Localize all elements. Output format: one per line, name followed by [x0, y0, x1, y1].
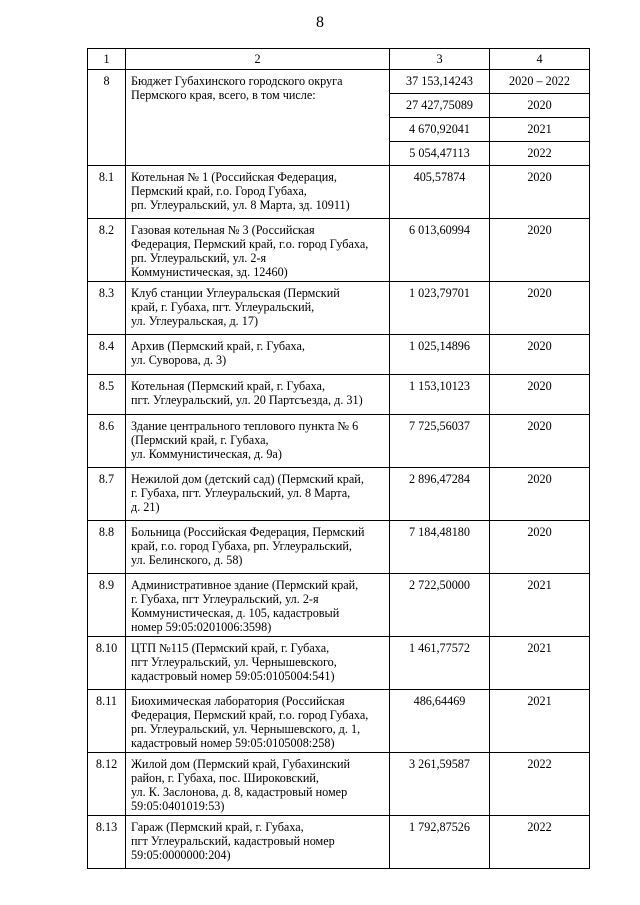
- description-line: Клуб станции Углеуральская (Пермский: [131, 286, 340, 300]
- row-amount: 1 461,77572: [390, 637, 490, 690]
- description-line: ЦТП №115 (Пермский край, г. Губаха,: [131, 641, 330, 655]
- row-year: 2020: [490, 335, 590, 375]
- page-number: 8: [316, 14, 324, 31]
- table-row: [88, 690, 590, 753]
- row-year: 2020: [490, 415, 590, 468]
- description-line: ул. Суворова, д. 3): [131, 353, 227, 367]
- description-line: кадастровый номер 59:05:0105004:541): [131, 669, 335, 683]
- description-line: номер 59:05:0201006:3598): [131, 620, 272, 634]
- description-line: 59:05:0401019:53): [131, 799, 225, 813]
- row-amount: 1 025,14896: [390, 335, 490, 375]
- year-range: 2020 – 2022: [509, 74, 570, 88]
- description-line: д. 21): [131, 500, 160, 514]
- row-years: [490, 70, 590, 166]
- row-amount: 2 722,50000: [390, 574, 490, 637]
- row-year: 2020: [490, 521, 590, 574]
- row-amount: 3 261,59587: [390, 753, 490, 816]
- description-line: Бюджет Губахинского городского округа: [131, 74, 343, 88]
- description-line: ул. К. Заслонова, д. 8, кадастровый номер: [131, 785, 348, 799]
- header-col-3: 3: [390, 49, 490, 70]
- table-row: [88, 335, 590, 375]
- table-row: [88, 521, 590, 574]
- year-2020: 2020: [490, 93, 589, 117]
- row-number: 8.8: [88, 521, 126, 574]
- row-amount: 7 725,56037: [390, 415, 490, 468]
- table-row: [88, 219, 590, 282]
- description-line: ул. Коммунистическая, д. 9а): [131, 447, 282, 461]
- row-year: 2021: [490, 637, 590, 690]
- year-2022: 2022: [490, 141, 589, 165]
- row-year: 2021: [490, 690, 590, 753]
- description-line: Пермского края, всего, в том числе:: [131, 88, 316, 102]
- row-year: 2020: [490, 219, 590, 282]
- description-line: Федерация, Пермский край, г.о. город Губаха,: [131, 708, 369, 722]
- header-col-2: 2: [126, 49, 390, 70]
- description-line: Здание центрального теплового пункта № 6: [131, 419, 359, 433]
- description-line: Биохимическая лаборатория (Российская: [131, 694, 345, 708]
- description-line: рп. Углеуральский, ул. Чернышевского, д. 1,: [131, 722, 361, 736]
- table-row: [88, 415, 590, 468]
- row-amount: 1 023,79701: [390, 282, 490, 335]
- description-line: Пермский край, г.о. Город Губаха,: [131, 184, 307, 198]
- amount-total: 37 153,14243: [405, 74, 474, 88]
- year-2021: 2021: [490, 117, 589, 141]
- row-description: [126, 521, 390, 574]
- row-description: [126, 753, 390, 816]
- description-line: Коммунистическая, д. 105, кадастровый: [131, 606, 340, 620]
- row-number: 8.11: [88, 690, 126, 753]
- description-line: Нежилой дом (детский сад) (Пермский край,: [131, 472, 364, 486]
- row-description: [126, 637, 390, 690]
- description-line: край, г. Губаха, пгт. Углеуральский,: [131, 300, 315, 314]
- row-description: [126, 574, 390, 637]
- description-line: Гараж (Пермский край, г. Губаха,: [131, 820, 304, 834]
- table-row: [88, 574, 590, 637]
- row-number: 8.2: [88, 219, 126, 282]
- row-number: 8.7: [88, 468, 126, 521]
- table-row: [88, 816, 590, 869]
- row-year: 2020: [490, 468, 590, 521]
- description-line: Больница (Российская Федерация, Пермский: [131, 525, 365, 539]
- description-line: 59:05:0000000:204): [131, 848, 231, 862]
- row-number: 8.4: [88, 335, 126, 375]
- description-line: г. Губаха, пгт. Углеуральский, ул. 8 Марта,: [131, 486, 351, 500]
- description-line: пгт Углеуральский, кадастровый номер: [131, 834, 335, 848]
- row-amounts: [390, 70, 490, 166]
- description-line: Архив (Пермский край, г. Губаха,: [131, 339, 305, 353]
- row-description: [126, 375, 390, 415]
- description-line: пгт. Углеуральский, ул. 20 Партсъезда, д. 31): [131, 393, 363, 407]
- row-amount: 1 792,87526: [390, 816, 490, 869]
- row-number: 8.9: [88, 574, 126, 637]
- row-description: [126, 468, 390, 521]
- description-line: Котельная (Пермский край, г. Губаха,: [131, 379, 325, 393]
- row-number: 8.1: [88, 166, 126, 219]
- table-row: [88, 637, 590, 690]
- header-row: [88, 49, 590, 70]
- description-line: Коммунистическая, зд. 12460): [131, 265, 288, 279]
- description-line: край, г.о. город Губаха, рп. Углеуральский,: [131, 539, 352, 553]
- row-amount: 7 184,48180: [390, 521, 490, 574]
- row-description: [126, 415, 390, 468]
- row-number: 8.6: [88, 415, 126, 468]
- description-line: ул. Белинского, д. 58): [131, 553, 243, 567]
- description-line: ул. Углеуральская, д. 17): [131, 314, 258, 328]
- description-line: Газовая котельная № 3 (Российская: [131, 223, 315, 237]
- row-description: [126, 335, 390, 375]
- row-amount: 6 013,60994: [390, 219, 490, 282]
- description-line: (Пермский край, г. Губаха,: [131, 433, 269, 447]
- row-year: 2020: [490, 166, 590, 219]
- budget-total-row: [88, 70, 590, 166]
- description-line: г. Губаха, пгт Углеуральский, ул. 2-я: [131, 592, 319, 606]
- description-line: Котельная № 1 (Российская Федерация,: [131, 170, 337, 184]
- table-row: [88, 468, 590, 521]
- header-col-4: 4: [490, 49, 590, 70]
- row-number: 8.12: [88, 753, 126, 816]
- row-amount: 2 896,47284: [390, 468, 490, 521]
- description-line: рп. Углеуральский, ул. 2-я: [131, 251, 267, 265]
- description-line: Административное здание (Пермский край,: [131, 578, 359, 592]
- description-line: район, г. Губаха, пос. Широковский,: [131, 771, 319, 785]
- row-number: 8.5: [88, 375, 126, 415]
- description-line: Федерация, Пермский край, г.о. город Губаха,: [131, 237, 369, 251]
- row-number: 8: [88, 70, 126, 166]
- description-line: рп. Углеуральский, ул. 8 Марта, зд. 10911): [131, 198, 350, 212]
- row-amount: 486,64469: [390, 690, 490, 753]
- header-col-1: 1: [88, 49, 126, 70]
- row-amount: 405,57874: [390, 166, 490, 219]
- row-description: [126, 166, 390, 219]
- table-row: [88, 753, 590, 816]
- description-line: пгт Углеуральский, ул. Чернышевского,: [131, 655, 337, 669]
- row-year: 2020: [490, 375, 590, 415]
- row-year: 2022: [490, 816, 590, 869]
- row-description: [126, 282, 390, 335]
- row-year: 2022: [490, 753, 590, 816]
- budget-table: [87, 48, 590, 869]
- description-line: Жилой дом (Пермский край, Губахинский: [131, 757, 350, 771]
- row-number: 8.13: [88, 816, 126, 869]
- row-description: [126, 690, 390, 753]
- row-year: 2020: [490, 282, 590, 335]
- row-number: 8.3: [88, 282, 126, 335]
- row-description: [126, 219, 390, 282]
- row-description: [126, 70, 390, 166]
- row-description: [126, 816, 390, 869]
- row-number: 8.10: [88, 637, 126, 690]
- amount-2021: 4 670,92041: [390, 117, 489, 141]
- table-row: [88, 166, 590, 219]
- table-row: [88, 375, 590, 415]
- row-amount: 1 153,10123: [390, 375, 490, 415]
- description-line: кадастровый номер 59:05:0105008:258): [131, 736, 335, 750]
- table-row: [88, 282, 590, 335]
- row-year: 2021: [490, 574, 590, 637]
- amount-2020: 27 427,75089: [390, 93, 489, 117]
- amount-2022: 5 054,47113: [390, 141, 489, 165]
